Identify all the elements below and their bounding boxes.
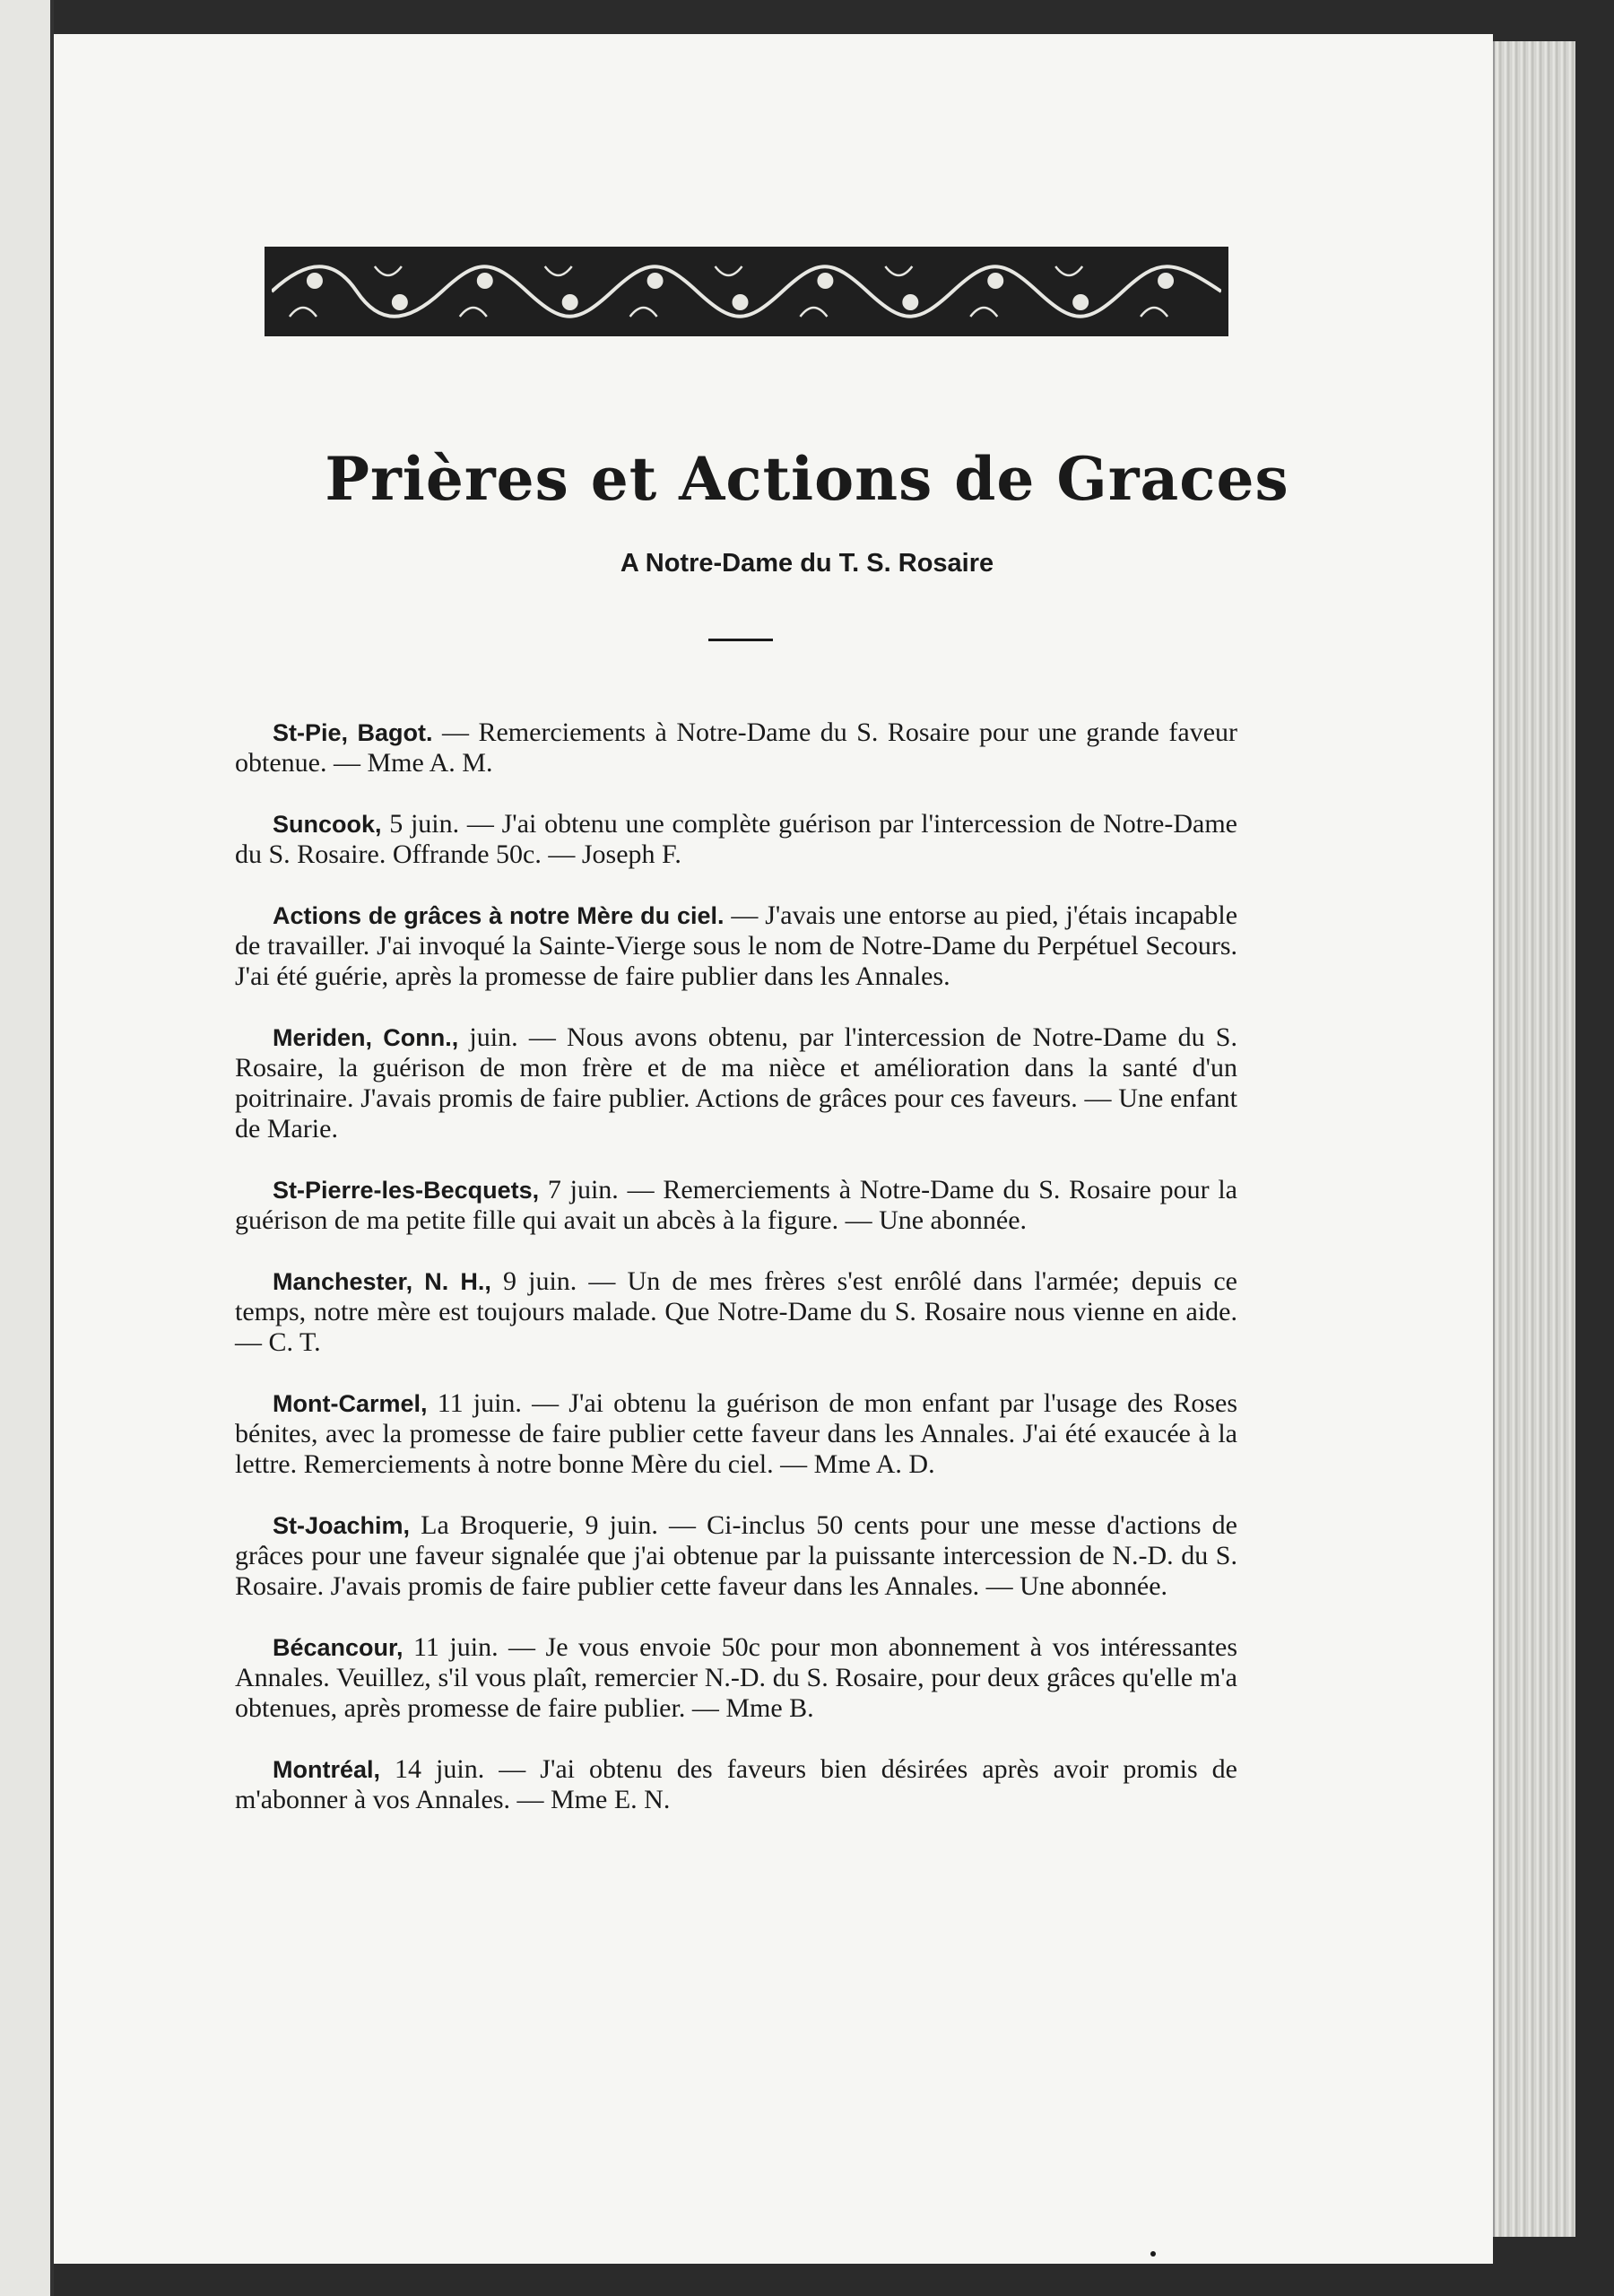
entry [235, 809, 1237, 870]
entry-text: 5 juin. — J'ai obtenu une complète guérison par l'intercession de Notre-Dame du S. Rosaire. Offrande 50c. — Joseph F. [235, 809, 1237, 869]
ornamental-header-band [265, 247, 1228, 336]
entry-text: 9 juin. — Un de mes frères s'est enrôlé dans l'armée; depuis ce temps, notre mère est toujours malade. Que Notre-Dame du S. Rosaire nous vienne en aide. — C. T. [235, 1266, 1237, 1357]
page-title: Prières et Actions de Graces [325, 444, 1289, 514]
entry-place: Montréal, [273, 1756, 381, 1783]
entry [235, 900, 1237, 992]
entry-text: 14 juin. — J'ai obtenu des faveurs bien désirées après avoir promis de m'abonner à vos Annales. — Mme E. N. [235, 1754, 1237, 1814]
entry-text: 11 juin. — J'ai obtenu la guérison de mon enfant par l'usage des Roses bénites, avec la promesse de faire publier cette faveur dans les Annales. J'ai été exaucée à la lettre. Remerciements à notre bonne Mère du ciel. — Mme A. D. [235, 1388, 1237, 1479]
section-divider [708, 639, 773, 641]
entry [235, 1266, 1237, 1358]
entry-text: juin. — Nous avons obtenu, par l'intercession de Notre-Dame du S. Rosaire, la guérison de mon frère et de ma nièce et amélioration dans la santé d'un poitrinaire. J'avais promis de faire publier. Actions de grâces pour ces faveurs. — Une enfant de Marie. [235, 1022, 1237, 1144]
entry [235, 1388, 1237, 1480]
entry-place: St-Pierre-les-Becquets, [273, 1177, 540, 1204]
page-subtitle: A Notre-Dame du T. S. Rosaire [620, 549, 994, 578]
entry [235, 1510, 1237, 1602]
entry-place: Bécancour, [273, 1634, 404, 1661]
entry-text: La Broquerie, 9 juin. — Ci-inclus 50 cents pour une messe d'actions de grâces pour une faveur signalée que j'ai obtenue par la puissante intercession de N.-D. du S. Rosaire. J'avais promis de faire publier cette faveur dans les Annales. — Une abonnée. [235, 1510, 1237, 1601]
entry-place: Manchester, N. H., [273, 1268, 491, 1295]
entry-text: 7 juin. — Remerciements à Notre-Dame du S. Rosaire pour la guérison de ma petite fille qui avait un abcès à la figure. — Une abonnée. [235, 1175, 1237, 1235]
entry [235, 1022, 1237, 1144]
entry-place: Actions de grâces à notre Mère du ciel. [273, 902, 725, 929]
page-edge [1493, 41, 1575, 2237]
entry-place: Suncook, [273, 811, 382, 838]
entry-place: Mont-Carmel, [273, 1390, 428, 1417]
entry [235, 718, 1237, 778]
entries-list [235, 691, 1237, 1846]
entry-place: St-Pie, Bagot. [273, 719, 433, 746]
entry [235, 1175, 1237, 1236]
entry [235, 1754, 1237, 1815]
entry-text: — Remerciements à Notre-Dame du S. Rosaire pour une grande faveur obtenue. — Mme A. M. [235, 718, 1237, 778]
left-page-strip [0, 0, 54, 2296]
entry-text: — J'avais une entorse au pied, j'étais incapable de travailler. J'ai invoqué la Sainte-Vierge sous le nom de Notre-Dame du Perpétuel Secours. J'ai été guérie, après la promesse de faire publier dans les Annales. [235, 900, 1238, 991]
footer-dot [1150, 2251, 1156, 2257]
entry [235, 1632, 1237, 1724]
entry-text: 11 juin. — Je vous envoie 50c pour mon abonnement à vos intéressantes Annales. Veuillez, s'il vous plaît, remercier N.-D. du S. Rosaire, pour deux grâces qu'elle m'a obtenues, après promesse de faire publier. — Mme B. [235, 1632, 1237, 1723]
entry-place: Meriden, Conn., [273, 1024, 459, 1051]
ornament-vine-icon [272, 254, 1221, 329]
entry-place: St-Joachim, [273, 1512, 411, 1539]
